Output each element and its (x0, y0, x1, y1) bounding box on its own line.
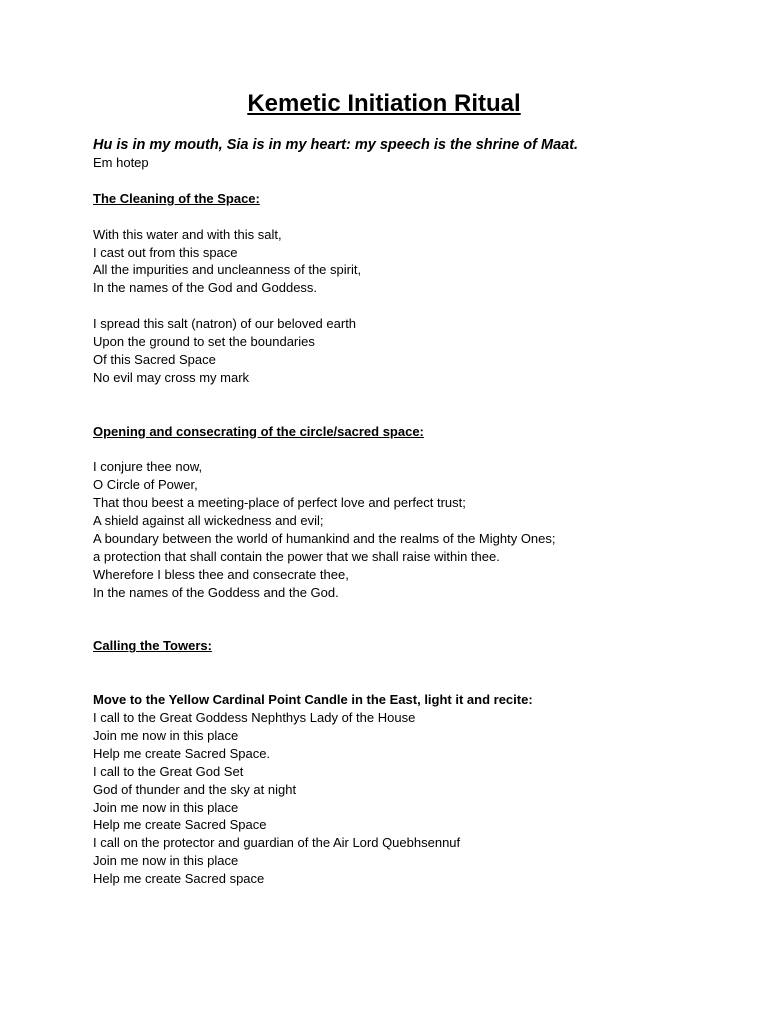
verse-line: Join me now in this place (93, 799, 239, 815)
document-body (93, 136, 743, 888)
spacer (93, 440, 743, 458)
verse-line: Wherefore I bless thee and consecrate thee, (93, 566, 349, 582)
opening-section (93, 423, 743, 602)
verse-line: Of this Sacred Space (93, 351, 216, 367)
opening-heading: Opening and consecrating of the circle/sacred space: (93, 423, 424, 439)
verse-line: With this water and with this salt, (93, 226, 282, 242)
verse-line: Join me now in this place (93, 853, 239, 869)
verse-line: Help me create Sacred Space. (93, 745, 271, 761)
verse-line: God of thunder and the sky at night (93, 781, 297, 797)
cleaning-section (93, 190, 743, 387)
cleaning-heading: The Cleaning of the Space: (93, 190, 260, 206)
verse-line: I conjure thee now, (93, 459, 203, 475)
verse-line: All the impurities and uncleanness of the spirit, (93, 262, 362, 278)
verse-line: I spread this salt (natron) of our beloved earth (93, 316, 357, 332)
verse-line: A boundary between the world of humankind and the realms of the Mighty Ones; (93, 530, 556, 546)
verse-line: Join me now in this place (93, 727, 239, 743)
spacer (93, 387, 743, 423)
spacer (93, 172, 743, 190)
spacer (93, 602, 743, 638)
document-title: Kemetic Initiation Ritual (247, 90, 521, 117)
verse-line: Upon the ground to set the boundaries (93, 334, 315, 350)
verse-line: Help me create Sacred space (93, 871, 265, 887)
greeting-line: Em hotep (93, 155, 149, 170)
verse-line: In the names of the God and Goddess. (93, 280, 318, 296)
towers-instruction: Move to the Yellow Cardinal Point Candle in the East, light it and recite: (93, 692, 533, 708)
verse-line: I call to the Great Goddess Nephthys Lady of the House (93, 709, 416, 725)
verse-line: O Circle of Power, (93, 477, 198, 493)
towers-section (93, 637, 743, 888)
verse-line: In the names of the Goddess and the God. (93, 584, 339, 600)
towers-heading: Calling the Towers: (93, 638, 212, 654)
verse-line: I call on the protector and guardian of the Air Lord Quebhsennuf (93, 835, 461, 851)
spacer (93, 655, 743, 691)
verse-line: Help me create Sacred Space (93, 817, 267, 833)
verse-line: I cast out from this space (93, 244, 238, 260)
verse-line: A shield against all wickedness and evil; (93, 513, 324, 529)
verse-line: a protection that shall contain the power that we shall raise within thee. (93, 548, 500, 564)
verse-line: That thou beest a meeting-place of perfect love and perfect trust; (93, 495, 466, 511)
verse-line: I call to the Great God Set (93, 763, 244, 779)
spacer (93, 208, 743, 226)
spacer (93, 297, 743, 315)
motto-line: Hu is in my mouth, Sia is in my heart: my speech is the shrine of Maat. (93, 137, 579, 153)
verse-line: No evil may cross my mark (93, 369, 250, 385)
